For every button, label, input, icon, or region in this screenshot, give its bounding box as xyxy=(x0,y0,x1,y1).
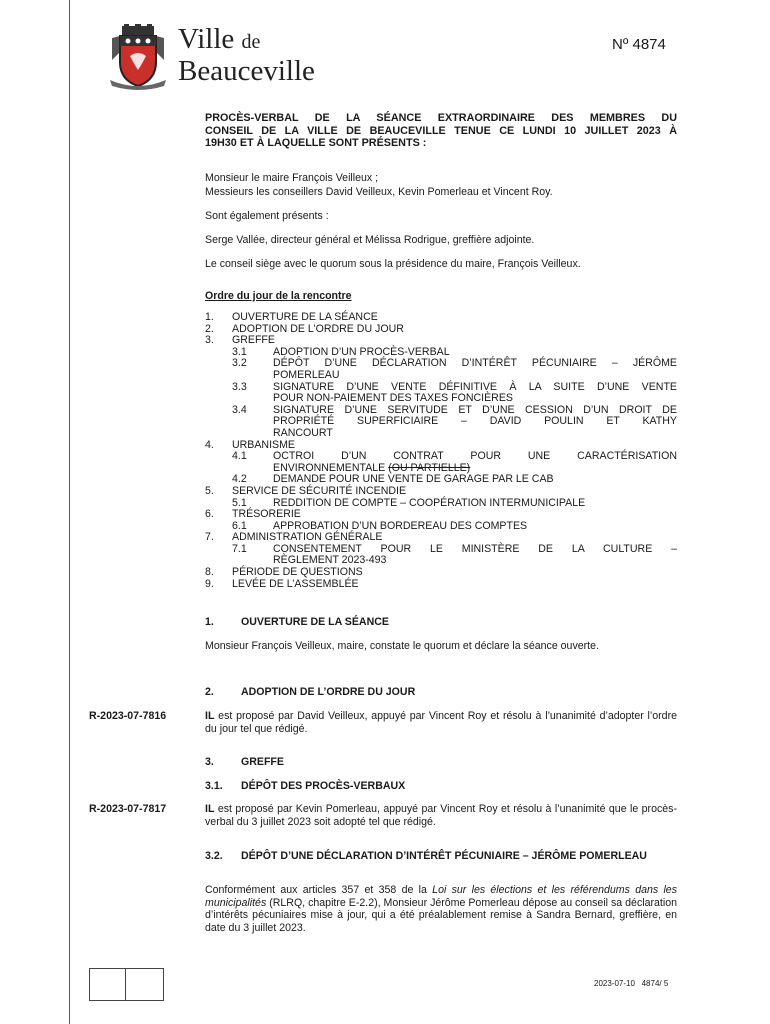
subsection-title: DÉPÔT D’UNE DÉCLARATION D’INTÉRÊT PÉCUNIAIRE – JÉRÔME POMERLEAU xyxy=(241,850,647,862)
initials-box xyxy=(89,968,126,1001)
agenda-text: APPROBATION D’UN BORDEREAU DES COMPTES xyxy=(273,519,528,532)
initials-box xyxy=(126,968,164,1001)
agenda-item xyxy=(205,312,677,324)
document-title xyxy=(205,112,677,150)
agenda-subitem xyxy=(205,382,677,405)
agenda-text: URBANISME xyxy=(232,438,295,451)
footer-page: 4874/ 5 xyxy=(641,979,669,988)
agenda-number: 3. xyxy=(205,334,214,347)
agenda-item xyxy=(205,579,677,591)
agenda-text: PÉRIODE DE QUESTIONS xyxy=(232,566,363,579)
agenda-item xyxy=(205,509,677,521)
agenda-subnumber: 3.4 xyxy=(232,403,247,416)
agenda-text: SIGNATURE D’UNE SERVITUDE ET D’UNE CESSION D’UN DROIT DE xyxy=(273,403,677,416)
agenda-number: 2. xyxy=(205,322,214,335)
resolution-lead: IL xyxy=(205,710,215,722)
agenda-list xyxy=(205,312,677,590)
agenda-number: 7. xyxy=(205,531,214,544)
agenda-text: ADMINISTRATION GÉNÉRALE xyxy=(232,531,383,544)
agenda-text: DÉPÔT D’UNE DÉCLARATION D’INTÉRÊT PÉCUNIAIRE – JÉRÔME xyxy=(273,357,677,370)
agenda-text: ADOPTION DE L’ORDRE DU JOUR xyxy=(232,322,404,335)
agenda-number: 9. xyxy=(205,577,214,590)
city-crest-logo xyxy=(108,24,168,90)
agenda-text-cont: PROPRIÉTÉ SUPERFICIAIRE – DAVID POULIN ET KATHY xyxy=(273,415,677,428)
agenda-subitem xyxy=(205,405,677,440)
agenda-text: LEVÉE DE L’ASSEMBLÉE xyxy=(232,577,359,590)
subsection-title: DÉPÔT DES PROCÈS-VERBAUX xyxy=(241,780,406,792)
section-number: 2. xyxy=(205,686,214,698)
town-name-line2: Beauceville xyxy=(178,55,315,87)
document-number: Nº 4874 xyxy=(612,36,666,53)
agenda-item xyxy=(205,324,677,336)
agenda-text: ADOPTION D’UN PROCÈS-VERBAL xyxy=(273,345,450,358)
agenda-number: 5. xyxy=(205,484,214,497)
agenda-text: SERVICE DE SÉCURITÉ INCENDIE xyxy=(232,484,407,497)
agenda-subnumber: 3.1 xyxy=(232,345,247,358)
resolution-text xyxy=(205,803,677,828)
footer-date: 2023-07-10 xyxy=(594,979,635,988)
title-line: PROCÈS-VERBAL DE LA SÉANCE EXTRAORDINAIRE DES MEMBRES DU xyxy=(205,112,677,124)
section-body xyxy=(205,884,677,934)
resolution-text xyxy=(205,710,677,735)
body-text: Conformément aux articles 357 et 358 de la xyxy=(205,884,433,896)
agenda-item xyxy=(205,567,677,579)
agenda-number: 6. xyxy=(205,508,214,521)
agenda-text: SIGNATURE D’UNE VENTE DÉFINITIVE À LA SUITE D’UNE VENTE xyxy=(273,380,677,393)
agenda-text: OCTROI D’UN CONTRAT POUR UNE CARACTÉRISATION xyxy=(273,450,677,463)
agenda-text-cont: ENVIRONNEMENTALE xyxy=(273,461,386,474)
agenda-subnumber: 5.1 xyxy=(232,496,247,509)
agenda-heading: Ordre du jour de la rencontre xyxy=(205,290,352,302)
resolution-lead: IL xyxy=(205,803,215,815)
agenda-struck-text: (OU PARTIELLE) xyxy=(388,461,471,474)
subsection-number: 3.2. xyxy=(205,850,223,862)
agenda-subnumber: 4.2 xyxy=(232,473,247,486)
quorum-line: Le conseil siège avec le quorum sous la présidence du maire, François Veilleux. xyxy=(205,258,581,270)
agenda-text: DEMANDE POUR UNE VENTE DE GARAGE PAR LE CAB xyxy=(273,473,554,486)
agenda-number: 8. xyxy=(205,566,214,579)
title-line: 19H30 ET À LAQUELLE SONT PRÉSENTS : xyxy=(205,137,427,149)
margin-line xyxy=(69,0,70,1024)
agenda-text-cont2: RANCOURT xyxy=(273,426,333,439)
also-present-line: Sont également présents : xyxy=(205,210,329,222)
section-title: GREFFE xyxy=(241,756,284,768)
agenda-subnumber: 4.1 xyxy=(232,450,247,463)
councillors-line: Messieurs les conseillers David Veilleux, Kevin Pomerleau et Vincent Roy. xyxy=(205,186,553,198)
title-line: CONSEIL DE LA VILLE DE BEAUCEVILLE TENUE CE LUNDI 10 JUILLET 2023 À xyxy=(205,124,677,137)
section-body: Monsieur François Veilleux, maire, constate le quorum et déclare la séance ouverte. xyxy=(205,640,599,652)
resolution-number: R-2023-07-7817 xyxy=(89,803,167,815)
agenda-item xyxy=(205,486,677,498)
agenda-subnumber: 3.2 xyxy=(232,357,247,370)
staff-line: Serge Vallée, directeur général et Mélissa Rodrigue, greffière adjointe. xyxy=(205,234,535,246)
agenda-subnumber: 7.1 xyxy=(232,542,247,555)
agenda-text: GREFFE xyxy=(232,334,275,347)
agenda-subnumber: 6.1 xyxy=(232,519,247,532)
resolution-number: R-2023-07-7816 xyxy=(89,710,167,722)
town-name: Ville xyxy=(178,23,235,55)
agenda-subnumber: 3.3 xyxy=(232,380,247,393)
agenda-subitem xyxy=(205,544,677,567)
section-title: ADOPTION DE L’ORDRE DU JOUR xyxy=(241,686,416,698)
section-number: 1. xyxy=(205,616,214,628)
resolution-body: est proposé par Kevin Pomerleau, appuyé par Vincent Roy et résolu à l’unanimité que le procès-verbal du 3 juillet 2023 soit adopté tel que rédigé. xyxy=(205,803,677,828)
agenda-text: TRÉSORERIE xyxy=(232,508,301,521)
subsection-number: 3.1. xyxy=(205,780,223,792)
agenda-number: 1. xyxy=(205,311,214,323)
agenda-subitem xyxy=(205,451,677,474)
agenda-text-cont: POMERLEAU xyxy=(273,368,340,381)
mayor-line: Monsieur le maire François Veilleux ; xyxy=(205,172,379,184)
agenda-text-cont: RÈGLEMENT 2023-493 xyxy=(273,554,387,567)
agenda-number: 4. xyxy=(205,438,214,451)
section-title: OUVERTURE DE LA SÉANCE xyxy=(241,616,389,628)
attendance-block xyxy=(205,171,677,271)
town-de: de xyxy=(241,31,261,53)
law-title: Loi sur les élections et les référendums dans les municipalités xyxy=(205,884,677,909)
agenda-text: CONSENTEMENT POUR LE MINISTÈRE DE LA CULTURE – xyxy=(273,542,677,555)
agenda-text: OUVERTURE DE LA SÉANCE xyxy=(232,311,378,323)
section-number: 3. xyxy=(205,756,214,768)
body-text: (RLRQ, chapitre E-2.2), Monsieur Jérôme Pomerleau dépose au conseil sa déclaration d’intérêts pécuniaires mise à jour, qui a été préalablement remise à Sandra Bernard, greffière, en date du 3 juillet 2023. xyxy=(205,896,677,934)
resolution-body: est proposé par David Veilleux, appuyé par Vincent Roy et résolu à l’unanimité d’adopter l’ordre du jour tel que rédigé. xyxy=(205,710,677,735)
agenda-subitem xyxy=(205,358,677,381)
agenda-text: REDDITION DE COMPTE – COOPÉRATION INTERMUNICIPALE xyxy=(273,496,586,509)
agenda-text-cont: POUR NON-PAIEMENT DES TAXES FONCIÈRES xyxy=(273,392,513,405)
